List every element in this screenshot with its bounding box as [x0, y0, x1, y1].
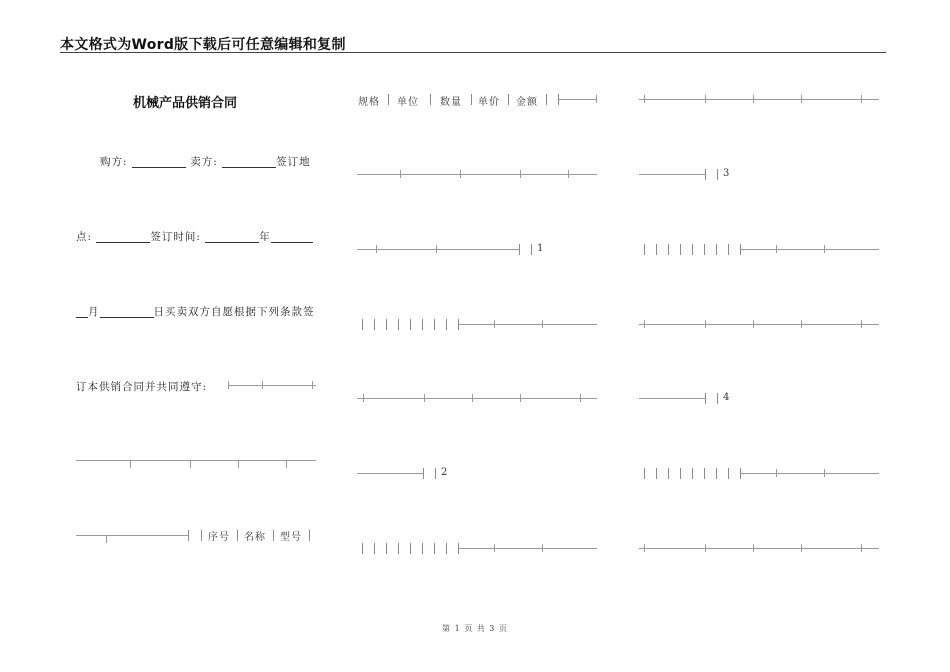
table-divider — [434, 543, 435, 554]
sign-place-label-end: 点: — [76, 231, 93, 243]
table-header-amount: 金额 — [516, 97, 538, 108]
table-tick — [644, 320, 645, 328]
table-tick — [190, 460, 191, 468]
table-tick — [753, 95, 754, 103]
table-tick — [238, 460, 239, 468]
table-divider — [386, 319, 387, 330]
table-tick — [472, 394, 473, 402]
table-line — [558, 99, 597, 100]
table-divider — [728, 244, 729, 255]
table-tick — [106, 535, 107, 543]
table-divider — [398, 319, 399, 330]
table-divider — [728, 468, 729, 479]
day-agreement-text: 日买卖双方自愿根据下列条款签 — [153, 306, 315, 318]
buyer-blank — [132, 155, 186, 168]
row-number: 2 — [441, 467, 448, 478]
page-footer: 第 1 页 共 3 页 — [442, 624, 508, 633]
table-divider — [237, 530, 238, 541]
table-header-model: 型号 — [280, 532, 302, 543]
table-tick — [753, 320, 754, 328]
table-divider — [398, 543, 399, 554]
table-tick — [436, 245, 437, 253]
table-line — [740, 473, 879, 474]
table-tick — [644, 95, 645, 103]
table-divider — [188, 530, 189, 541]
table-tick — [861, 95, 862, 103]
table-tick — [705, 95, 706, 103]
table-tick — [312, 381, 313, 389]
table-divider — [692, 244, 693, 255]
table-tick — [494, 544, 495, 552]
table-divider — [704, 468, 705, 479]
table-divider — [680, 244, 681, 255]
table-line — [357, 398, 597, 399]
table-tick — [824, 469, 825, 477]
table-divider — [422, 543, 423, 554]
table-divider — [435, 468, 436, 479]
month-blank-continued — [76, 305, 88, 318]
table-divider — [519, 244, 520, 255]
table-tick — [644, 544, 645, 552]
table-divider — [446, 319, 447, 330]
table-divider — [705, 393, 706, 404]
table-divider — [446, 543, 447, 554]
table-divider — [388, 94, 389, 105]
month-label: 月 — [88, 306, 100, 318]
table-line — [639, 99, 879, 100]
table-divider — [705, 169, 706, 180]
table-tick — [801, 320, 802, 328]
table-divider — [644, 244, 645, 255]
header-rule — [60, 52, 886, 53]
table-divider — [309, 530, 310, 541]
table-line — [639, 548, 879, 549]
table-tick — [861, 320, 862, 328]
table-divider — [423, 468, 424, 479]
table-header-name: 名称 — [244, 532, 266, 543]
month-blank — [271, 230, 313, 243]
table-line — [639, 324, 879, 325]
table-divider — [668, 468, 669, 479]
seller-blank — [222, 155, 276, 168]
table-tick — [286, 460, 287, 468]
table-tick — [568, 170, 569, 178]
table-divider — [680, 468, 681, 479]
table-tick — [520, 394, 521, 402]
table-line — [357, 473, 423, 474]
row-number: 1 — [537, 243, 544, 254]
table-tick — [776, 245, 777, 253]
table-line — [639, 398, 705, 399]
table-tick — [130, 460, 131, 468]
table-header-unit: 单位 — [397, 97, 419, 108]
row-number: 3 — [723, 168, 730, 179]
table-divider — [644, 468, 645, 479]
table-divider — [716, 468, 717, 479]
table-header-index: 序号 — [208, 532, 230, 543]
table-tick — [580, 394, 581, 402]
table-tick — [460, 170, 461, 178]
table-divider — [531, 244, 532, 255]
table-tick — [596, 95, 597, 103]
table-divider — [374, 319, 375, 330]
table-divider — [422, 319, 423, 330]
table-tick — [705, 320, 706, 328]
table-tick — [424, 394, 425, 402]
month-day-line — [76, 304, 315, 319]
year-label: 年 — [259, 231, 271, 243]
table-line — [76, 535, 188, 536]
table-divider — [668, 244, 669, 255]
table-divider — [430, 94, 431, 105]
table-tick — [801, 95, 802, 103]
buyer-label: 购方: — [100, 156, 128, 168]
table-tick — [542, 320, 543, 328]
table-divider — [201, 530, 202, 541]
table-divider — [717, 169, 718, 180]
table-line — [639, 174, 705, 175]
table-line — [76, 460, 316, 461]
table-divider — [656, 244, 657, 255]
table-divider — [716, 244, 717, 255]
sign-place-label-start: 签订地 — [276, 156, 311, 168]
table-divider — [362, 319, 363, 330]
sign-place-time-line — [76, 229, 313, 244]
table-line — [228, 385, 316, 386]
table-line — [458, 324, 597, 325]
table-tick — [262, 381, 263, 389]
table-divider — [273, 530, 274, 541]
table-tick — [228, 381, 229, 389]
row-number: 4 — [723, 392, 730, 403]
sign-time-label: 签订时间: — [150, 231, 201, 243]
table-divider — [434, 319, 435, 330]
table-tick — [753, 544, 754, 552]
table-tick — [801, 544, 802, 552]
table-divider — [410, 543, 411, 554]
header-text: 本文格式为Word版下载后可任意编辑和复制 — [60, 37, 346, 53]
table-divider — [704, 244, 705, 255]
table-line — [357, 174, 597, 175]
table-tick — [400, 170, 401, 178]
document-title: 机械产品供销合同 — [133, 96, 238, 111]
table-header-unit-price: 单价 — [478, 97, 500, 108]
table-divider — [471, 94, 472, 105]
table-divider — [692, 468, 693, 479]
table-tick — [776, 469, 777, 477]
table-tick — [861, 544, 862, 552]
sign-place-blank — [96, 230, 150, 243]
buyer-seller-line — [100, 154, 311, 169]
table-divider — [374, 543, 375, 554]
seller-label: 卖方: — [190, 156, 218, 168]
table-divider — [386, 543, 387, 554]
table-header-spec: 规格 — [358, 97, 380, 108]
table-tick — [376, 245, 377, 253]
table-divider — [717, 393, 718, 404]
table-header-quantity: 数量 — [440, 97, 462, 108]
table-tick — [824, 245, 825, 253]
table-line — [458, 548, 597, 549]
table-divider — [362, 543, 363, 554]
agreement-end-line — [76, 379, 207, 394]
table-tick — [542, 544, 543, 552]
table-tick — [494, 320, 495, 328]
table-divider — [410, 319, 411, 330]
day-blank — [100, 305, 154, 318]
table-divider — [546, 94, 547, 105]
table-tick — [363, 394, 364, 402]
table-line — [740, 249, 879, 250]
table-divider — [508, 94, 509, 105]
table-tick — [705, 544, 706, 552]
table-line — [357, 249, 519, 250]
agreement-end-text: 订本供销合同并共同遵守: — [76, 381, 208, 393]
year-blank — [205, 230, 259, 243]
table-tick — [520, 170, 521, 178]
table-divider — [656, 468, 657, 479]
